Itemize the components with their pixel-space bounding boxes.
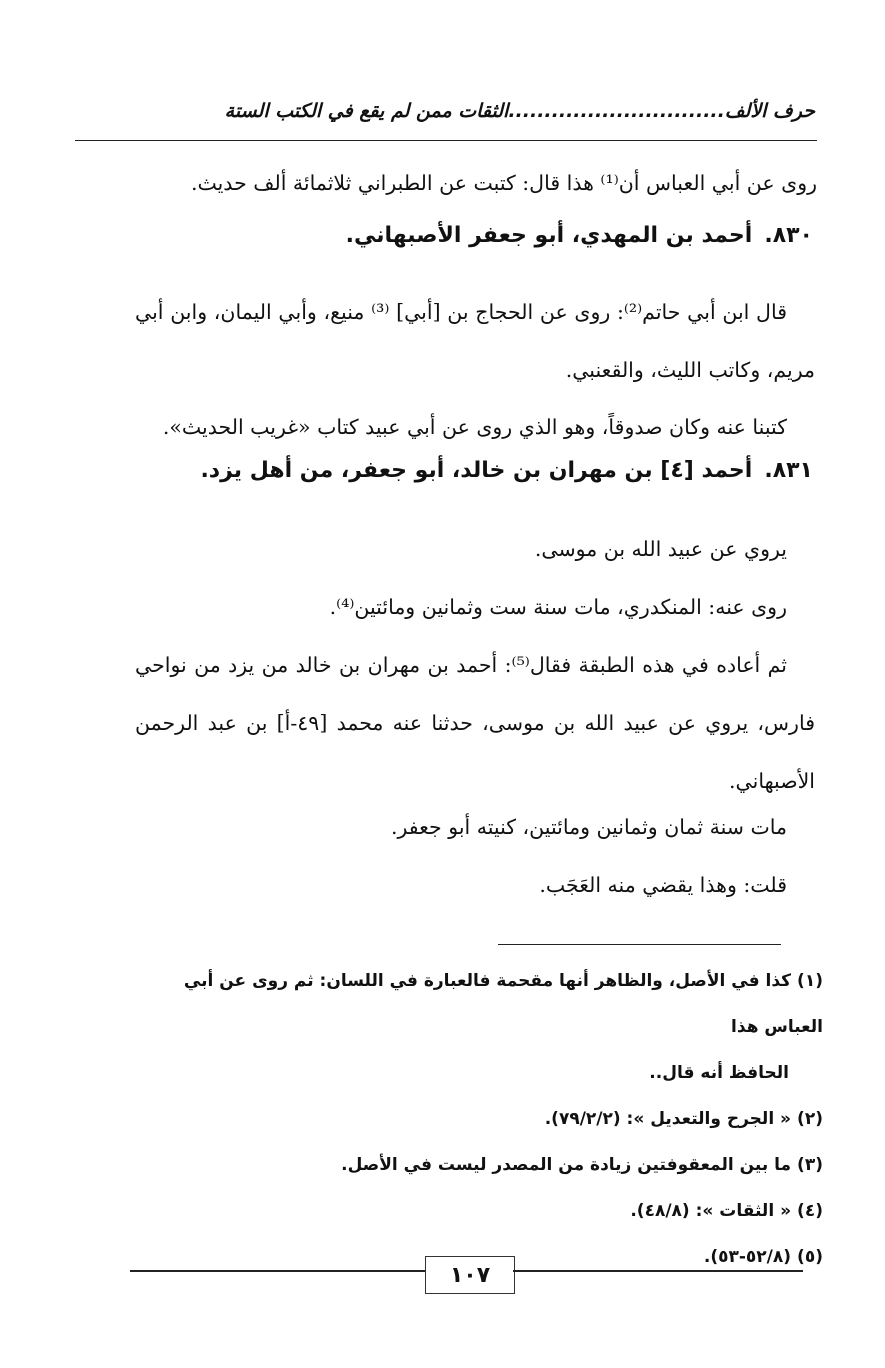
running-head <box>75 100 815 122</box>
paragraph-6 <box>135 636 815 810</box>
footnote-3 <box>123 1142 823 1188</box>
entry-heading-831 <box>200 458 813 483</box>
entry-heading-830 <box>346 223 813 248</box>
footnotes <box>123 958 823 1280</box>
footnote-marker: (٣) <box>797 1155 823 1175</box>
paragraph-text: روى عنه: المنكدري، مات سنة ست وثمانين ومائتين⁽⁴⁾. <box>329 595 787 619</box>
paragraph-text: قلت: وهذا يقضي منه العَجَب. <box>539 873 787 897</box>
paragraph-2 <box>135 283 815 399</box>
footnote-text: (٥٢/٨-٥٣). <box>703 1247 792 1267</box>
paragraph-7 <box>135 798 815 856</box>
paragraph-text: كتبنا عنه وكان صدوقاً، وهو الذي روى عن أبي عبيد كتاب «غريب الحديث». <box>162 415 787 439</box>
paragraph-8 <box>135 856 815 914</box>
header-dots: .............................. <box>508 100 725 122</box>
entry-title: أحمد بن المهدي، أبو جعفر الأصبهاني. <box>345 223 753 248</box>
footnote-marker: (١) <box>797 971 823 991</box>
paragraph-5 <box>135 578 815 636</box>
paragraph-3 <box>135 398 815 456</box>
footnote-separator <box>498 944 781 945</box>
footnote-text: كذا في الأصل، والظاهر أنها مقحمة فالعبارة في اللسان: ثم روى عن أبي العباس هذا <box>183 971 823 1037</box>
footnote-4 <box>123 1188 823 1234</box>
book-title: الثقات ممن لم يقع في الكتب الستة <box>224 100 509 122</box>
footer-rule-right <box>513 1270 803 1272</box>
footnote-text: « الجرح والتعديل »: (٧٩/٢/٢). <box>544 1109 792 1129</box>
footnote-2 <box>123 1096 823 1142</box>
paragraph-4 <box>135 520 815 578</box>
footnote-marker: (٤) <box>797 1201 823 1221</box>
footnote-1-continued: الحافظ أنه قال.. <box>649 1063 789 1083</box>
page-number: ١٠٧ <box>425 1256 515 1294</box>
footnote-marker: (٢) <box>797 1109 823 1129</box>
footer-rule-left <box>130 1270 425 1272</box>
paragraph-text: روى عن أبي العباس أن⁽¹⁾ هذا قال: كتبت عن الطبراني ثلاثمائة ألف حديث. <box>190 171 817 195</box>
entry-title: أحمد [٤] بن مهران بن خالد، أبو جعفر، من أهل يزد. <box>200 458 753 483</box>
footnote-marker: (٥) <box>797 1247 823 1267</box>
footnote-1 <box>123 958 823 1050</box>
paragraph-text: قال ابن أبي حاتم⁽²⁾: روى عن الحجاج بن [أبي] ⁽³⁾ منيع، وأبي اليمان، وابن أبي مريم، وكاتب الليث، والقعنبي. <box>135 300 815 382</box>
entry-number: ٨٣١. <box>764 458 813 483</box>
chapter-title: حرف الألف <box>724 100 815 122</box>
entry-number: ٨٣٠. <box>764 223 813 248</box>
footnote-text: « الثقات »: (٤٨/٨). <box>630 1201 792 1221</box>
paragraph-text: مات سنة ثمان وثمانين ومائتين، كنيته أبو جعفر. <box>390 815 787 839</box>
header-rule <box>75 140 817 141</box>
paragraph-1 <box>117 154 817 212</box>
footnote-text: ما بين المعقوفتين زيادة من المصدر ليست في الأصل. <box>341 1155 792 1175</box>
paragraph-text: ثم أعاده في هذه الطبقة فقال⁽⁵⁾: أحمد بن مهران بن خالد من يزد من نواحي فارس، يروي عن عبيد الله بن موسى، حدثنا عنه محمد [٤٩-أ] بن عبد الرحمن الأصبهاني. <box>135 653 816 793</box>
paragraph-text: يروي عن عبيد الله بن موسى. <box>534 537 787 561</box>
